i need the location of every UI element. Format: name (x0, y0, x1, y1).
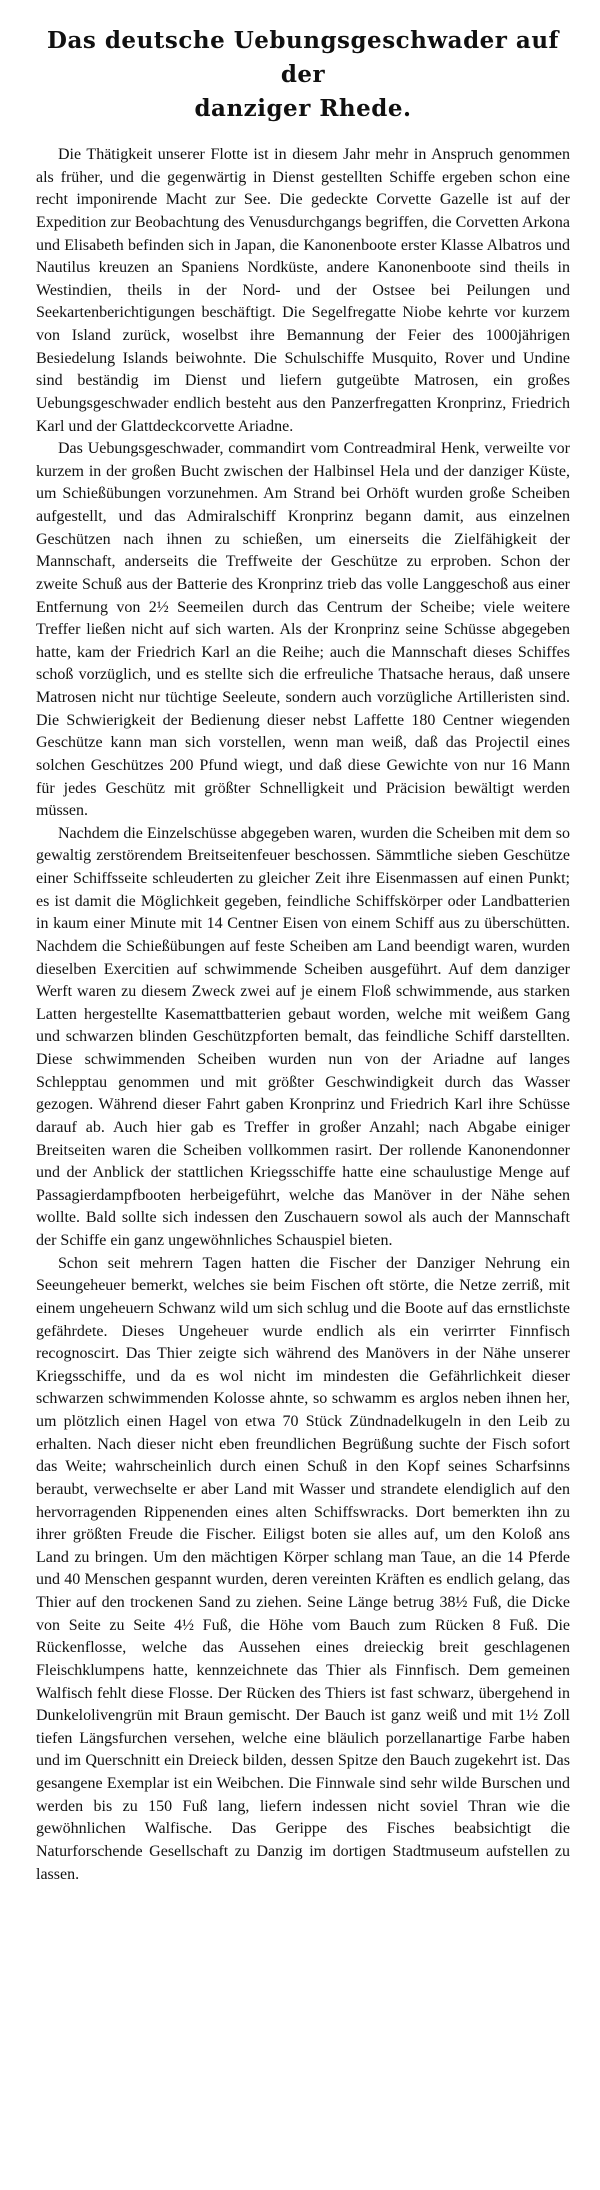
article-title-line-1: Das deutsche Uebungsgeschwader auf der (47, 27, 559, 88)
article-paragraph-fleet: Die Thätigkeit unserer Flotte ist in diesem Jahr mehr in Anspruch genommen als früher, und die gegenwärtig in Dienst gestellten Schiffe ergeben schon eine recht imponirende Macht zur See. Die gedeckte Corvette Gazelle ist auf der Expedition zur Beobachtung des Venusdurchgangs begriffen, die Corvetten Arkona und Elisabeth befinden sich in Japan, die Kanonenboote erster Klasse Albatros und Nautilus kreuzen an Spaniens Nordküste, andere Kanonenboote sind theils in Westindien, theils in der Nord- und der Ostsee bei Peilungen und Seekartenberichtigungen beschäftigt. Die Segelfregatte Niobe kehrte vor kurzem von Island zurück, woselbst ihre Bemannung der Feier des 1000jährigen Besiedelung Islands beiwohnte. Die Schulschiffe Musquito, Rover und Undine sind beständig im Dienst und liefern gutgeübte Matrosen, ein großes Uebungsgeschwader endlich besteht aus den Panzerfregatten Kronprinz, Friedrich Karl und der Glattdeckcorvette Ariadne. (36, 146, 570, 435)
article-title (36, 24, 570, 126)
article-paragraph-targets: Nachdem die Einzelschüsse abgegeben waren, wurden die Scheiben mit dem so gewaltig zerstörendem Breitseitenfeuer beschossen. Sämmtliche sieben Geschütze einer Schiffsseite schleuderten zu gleicher Zeit ihre Eisenmassen auf einen Punkt; es ist damit die Möglichkeit gegeben, feindliche Schiffskörper oder Landbatterien in kaum einer Minute mit 14 Centner Eisen von einem Schiff aus zu überschütten. Nachdem die Schießübungen auf feste Scheiben am Land beendigt waren, wurden dieselben Exercitien auf schwimmende Scheiben ausgeführt. Auf dem danziger Werft waren zu diesem Zweck zwei auf je einem Floß schwimmende, aus starken Latten hergestellte Kasemattbatterien gebaut worden, welche mit weißem Gang und schwarzen blinden Geschützpforten bemalt, das feindliche Schiff darstellten. Diese schwimmenden Scheiben wurden nun von der Ariadne auf langes Schlepptau genommen und mit größter Geschwindigkeit durch das Wasser gezogen. Während dieser Fahrt gaben Kronprinz und Friedrich Karl ihre Schüsse darauf ab. Auch hier gab es Treffer in großer Anzahl; nach Abgabe einiger Breitseiten waren die Scheiben vollkommen rasirt. Der rollende Kanonendonner und der Anblick der stattlichen Kriegsschiffe hatte eine schaulustige Menge auf Passagierdampfbooten herbeigeführt, welche das Manöver in der Nähe sehen wollte. Bald sollte sich indessen den Zuschauern sowol als auch der Mannschaft der Schiffe ein ganz ungewöhnliches Schauspiel bieten. (36, 824, 570, 1249)
article-paragraph-finwhale: Schon seit mehrern Tagen hatten die Fischer der Danziger Nehrung ein Seeungeheuer bemerkt, welches sie beim Fischen oft störte, die Netze zerriß, mit einem ungeheuern Schwanz wild um sich schlug und die Boote auf das ernstlichste gefährdete. Dieses Ungeheuer wurde endlich als ein verirrter Finnfisch recognoscirt. Das Thier zeigte sich während des Manövers in der Nähe unserer Kriegsschiffe, und da es wol nicht im mindesten die Gefährlichkeit dieser schwarzen schwimmenden Kolosse ahnte, so schwamm es arglos neben ihnen her, um plötzlich einen Hagel von etwa 70 Stück Zündnadelkugeln in den Leib zu erhalten. Nach dieser nicht eben freundlichen Begrüßung suchte der Fisch sofort das Weite; wahrscheinlich durch einen Schuß in den Kopf seines Scharfsinns beraubt, verwechselte er aber Land mit Wasser und strandete elendiglich auf den hervorragenden Rippenenden eines alten Schiffswracks. Dort bemerkten ihn zu ihrer größten Freude die Fischer. Eiligst boten sie alles auf, um den Koloß ans Land zu bringen. Um den mächtigen Körper schlang man Taue, an die 14 Pferde und 40 Menschen gespannt wurden, deren vereinten Kräften es endlich gelang, das Thier auf den trockenen Sand zu ziehen. Seine Länge betrug 38½ Fuß, die Dicke von Seite zu Seite 4½ Fuß, die Höhe vom Bauch zum Rücken 8 Fuß. Die Rückenflosse, welche das Aussehen eines dreieckig breit geschlagenen Fleischklumpens hatte, kennzeichnete das Thier als Finnfisch. Dem gemeinen Walfisch fehlt diese Flosse. Der Rücken des Thiers ist fast schwarz, übergehend in Dunkelolivengrün mit Braun gemischt. Der Bauch ist ganz weiß und mit 1½ Zoll tiefen Längsfurchen versehen, welche eine bläulich porzellanartige Farbe haben und im Querschnitt ein Dreieck bilden, dessen Spitze den Bauch zugekehrt ist. Das gesangene Exemplar ist ein Weibchen. Die Finnwale sind sehr wilde Burschen und werden bis zu 150 Fuß lang, liefern indessen nicht soviel Thran wie die gewöhnlichen Walfische. Das Gerippe des Fisches beabsichtigt die Naturforschende Gesellschaft zu Danzig im dortigen Stadtmuseum aufstellen zu lassen. (36, 1254, 570, 1883)
article-paragraph-gunnery: Das Uebungsgeschwader, commandirt vom Contreadmiral Henk, verweilte vor kurzem in der großen Bucht zwischen der Halbinsel Hela und der danziger Küste, um Schießübungen vorzunehmen. Am Strand bei Orhöft wurden große Scheiben aufgestellt, und das Admiralschiff Kronprinz begann damit, aus einzelnen Geschützen nach ihnen zu schießen, um einerseits die Zielfähigkeit der Mannschaft, anderseits die Treffweite der Geschütze zu erproben. Schon der zweite Schuß aus der Batterie des Kronprinz trieb das volle Langgeschoß aus einer Entfernung von 2½ Seemeilen durch das Centrum der Scheibe; viele weitere Treffer ließen nicht auf sich warten. Als der Kronprinz seine Schüsse abgegeben hatte, kam der Friedrich Karl an die Reihe; auch die Mannschaft dieses Schiffes schoß vorzüglich, und es stellte sich die erfreuliche Thatsache heraus, daß unsere Matrosen nicht nur tüchtige Seeleute, sondern auch vorzügliche Artilleristen sind. Die Schwierigkeit der Bedienung dieser nebst Laffette 180 Centner wiegenden Geschütze kann man sich vorstellen, wenn man weiß, daß das Projectil eines solchen Geschützes 200 Pfund wiegt, und daß diese Gewichte von nur 16 Mann für jedes Geschütz mit größter Schnelligkeit und Präcision bewältigt werden müssen. (36, 440, 570, 820)
article-body (36, 144, 570, 1886)
article-title-line-2: danziger Rhede. (194, 95, 412, 122)
